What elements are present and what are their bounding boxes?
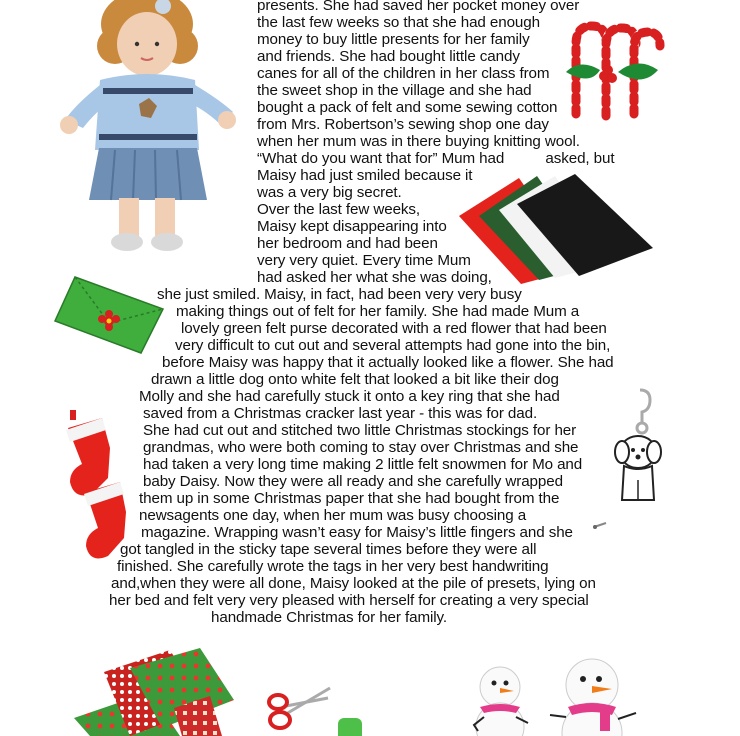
story-line: Over the last few weeks, [257, 201, 421, 218]
tape-dispenser-icon [338, 718, 362, 736]
story-line: Molly and she had carefully stuck it onto a key ring that she had [139, 388, 560, 405]
story-line: when her mum was in there buying knitting wool. [257, 133, 580, 150]
knitted-doll-illustration [55, 0, 240, 262]
scissors-icon [266, 684, 332, 736]
story-line: money to buy little presents for her family [257, 31, 530, 48]
story-line: baby Daisy. Now they were all ready and she carefully wrapped [143, 473, 563, 490]
story-line: the sweet shop in the village and she had [257, 82, 532, 99]
dog-keyring-icon [608, 388, 674, 514]
story-line: and friends. She had bought little candy [257, 48, 520, 65]
story-line: her bed and felt very very pleased with herself for creating a very special [109, 592, 589, 609]
story-line: and,when they were all done, Maisy looked at the pile of presets, lying on [111, 575, 596, 592]
story-line: She had cut out and stitched two little Christmas stockings for her [143, 422, 577, 439]
story-line: from Mrs. Robertson’s sewing shop one day [257, 116, 549, 133]
story-line: newsagents one day, when her mum was busy choosing a [139, 507, 527, 524]
story-line: had asked her what she was doing, [257, 269, 492, 286]
story-line: saved from a Christmas cracker last year - this was for dad. [143, 405, 538, 422]
story-line: Maisy had just smiled because it [257, 167, 473, 184]
story-line: grandmas, who were both coming to stay over Christmas and she [143, 439, 579, 456]
story-line: magazine. Wrapping wasn’t easy for Maisy’s little fingers and she [141, 524, 573, 541]
felt-sheets-illustration [455, 172, 657, 284]
story-line: was a very big secret. [257, 184, 402, 201]
story-line: them up in some Christmas paper that she had bought from the [139, 490, 560, 507]
story-line: canes for all of the children in her class from [257, 65, 550, 82]
story-line: drawn a little dog onto white felt that looked a bit like their dog [151, 371, 559, 388]
story-line: the last few weeks so that she had enough [257, 14, 540, 31]
story-line: she just smiled. Maisy, in fact, had been very very busy [157, 286, 522, 303]
story-line: her bedroom and had been [257, 235, 438, 252]
small-tape-icon [592, 520, 610, 530]
wrapping-paper-illustration [70, 648, 235, 736]
story-line: had taken a very long time making 2 little felt snowmen for Mo and [143, 456, 583, 473]
story-line: got tangled in the sticky tape several times before they were all [120, 541, 537, 558]
story-line: making things out of felt for her family. She had made Mum a [176, 303, 580, 320]
story-line: finished. She carefully wrote the tags in her very best handwriting [117, 558, 549, 575]
story-line: bought a pack of felt and some sewing cotton [257, 99, 558, 116]
story-line: very very quiet. Every time Mum [257, 252, 471, 269]
story-line: very difficult to cut out and several attempts had gone into the bin, [175, 337, 611, 354]
story-line: Maisy kept disappearing into [257, 218, 447, 235]
story-line: handmade Christmas for her family. [211, 609, 448, 626]
story-line: “What do you want that for” Mum had asked, but [257, 150, 615, 167]
story-line: before Maisy was happy that it actually looked like a flower. She had [162, 354, 614, 371]
story-line: presents. She had saved her pocket money over [257, 0, 580, 14]
christmas-stocking-icon [62, 408, 134, 568]
story-line: lovely green felt purse decorated with a red flower that had been [181, 320, 607, 337]
felt-purse-icon [53, 275, 165, 355]
felt-snowman-illustration [470, 655, 650, 736]
candy-cane-icon [556, 18, 666, 124]
